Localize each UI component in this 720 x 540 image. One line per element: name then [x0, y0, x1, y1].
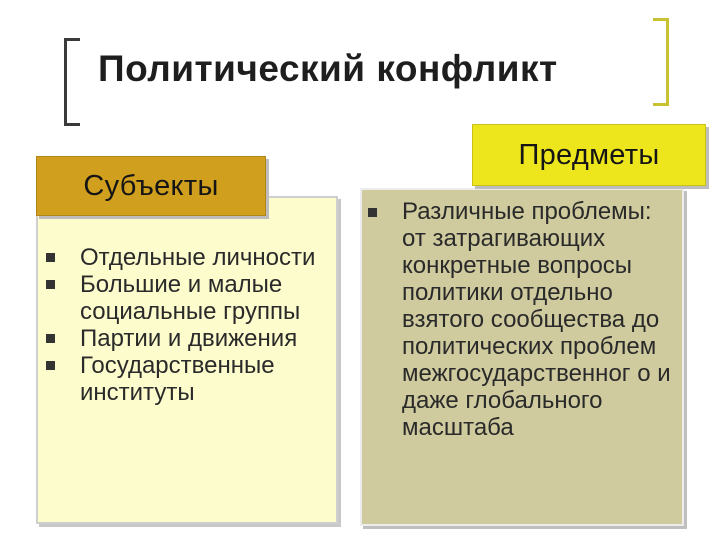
list-item-text: Большие и малые социальные группы	[80, 271, 301, 325]
objects-header: Предметы	[472, 124, 706, 186]
square-bullet-icon	[46, 253, 55, 262]
list-item	[366, 198, 682, 441]
list-item-text: Партии и движения	[80, 325, 298, 352]
subjects-header: Субъекты	[36, 156, 266, 216]
list-item	[46, 271, 365, 325]
square-bullet-icon	[46, 361, 55, 370]
square-bullet-icon	[46, 280, 55, 289]
subjects-list	[46, 244, 331, 406]
list-item	[46, 352, 365, 406]
square-bullet-icon	[368, 208, 377, 217]
title-bracket-right	[653, 18, 669, 106]
objects-list	[366, 198, 682, 441]
list-item-text: Различные проблемы: от затрагивающих конкретные вопросы политики отдельно взятого сообщества до политических проблем межгосударственног о и даже глобального масштаба	[402, 198, 671, 441]
page-title: Политический конфликт	[98, 48, 558, 89]
list-item-text: Государственные институты	[80, 352, 275, 406]
list-item-text: Отдельные личности	[80, 244, 316, 271]
list-item	[46, 244, 330, 271]
list-item	[46, 325, 310, 352]
title-bracket-left	[64, 38, 80, 126]
square-bullet-icon	[46, 334, 55, 343]
